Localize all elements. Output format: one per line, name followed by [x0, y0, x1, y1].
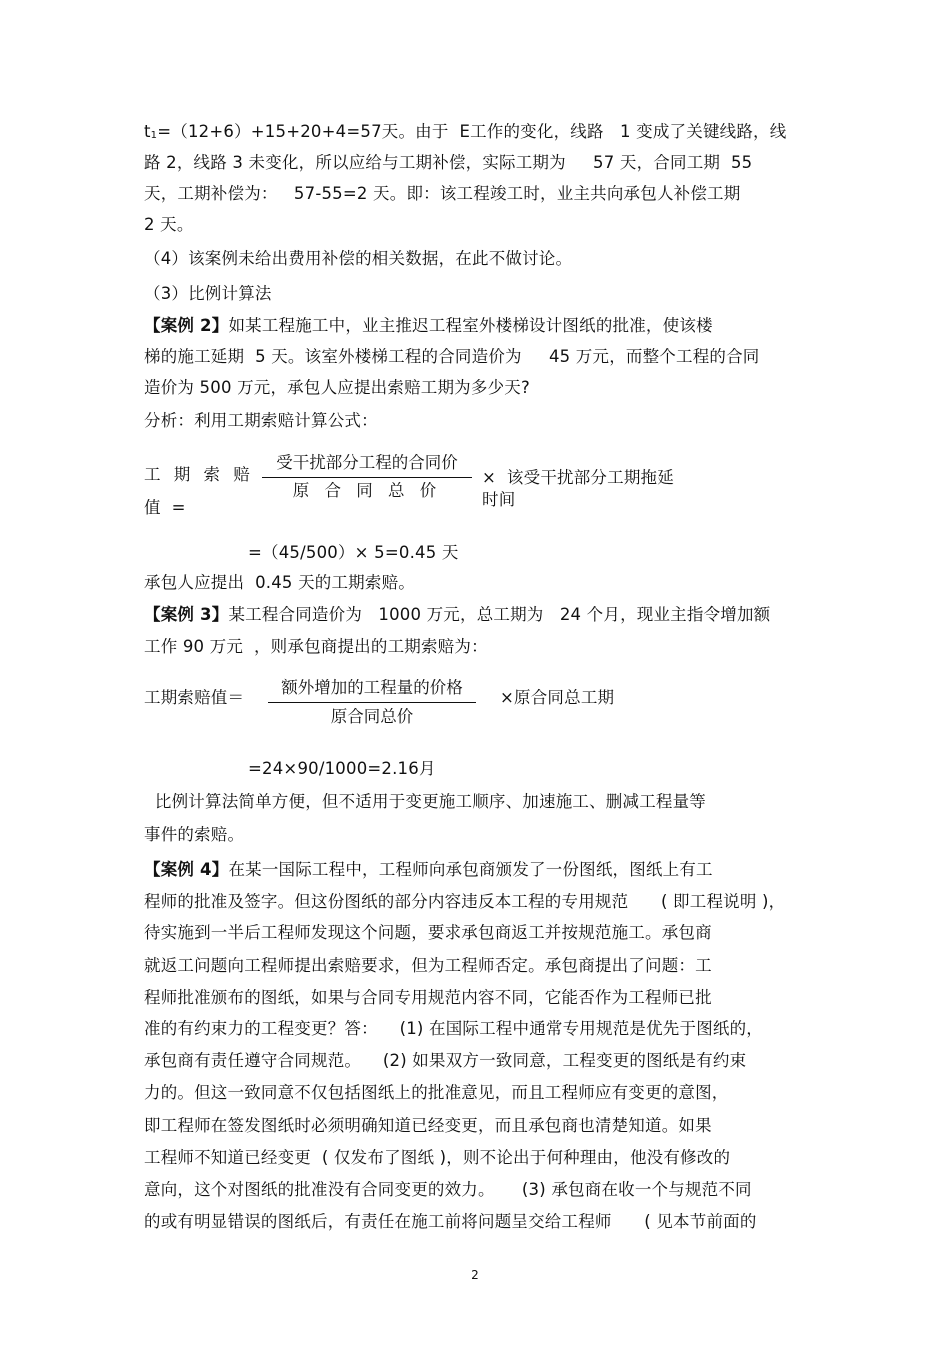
- summary-line: 事件的索赔。: [144, 825, 245, 844]
- formula2-denominator: 原合同总价: [330, 707, 414, 726]
- formula2-numerator: 额外增加的工程量的价格: [281, 678, 463, 697]
- list-item-4: （4）该案例未给出费用补偿的相关数据，在此不做讨论。: [144, 249, 573, 268]
- case4-line: 力的。但这一致同意不仅包括图纸上的批准意见，而且工程师应有变更的意图，: [144, 1083, 729, 1102]
- formula2-multiplier: ×原合同总工期: [500, 688, 615, 707]
- paragraph-line: t1=（12+6）+15+20+4=57天。由于 E工作的变化，线路 1 变成了关键线路，线: [144, 122, 787, 141]
- case4-line: 即工程师在签发图纸时必须明确知道已经变更，而且承包商也清楚知道。如果: [144, 1116, 712, 1135]
- case3-line: 工作 90 万元 ，则承包商提出的工期索赔为：: [144, 637, 488, 656]
- formula2-result: =24×90/1000=2.16月: [248, 759, 436, 778]
- case3-line: 【案例 3】某工程合同造价为 1000 万元，总工期为 24 个月，现业主指令增加额: [144, 605, 771, 624]
- case4-line: 程师批准颁布的图纸，如果与合同专用规范内容不同，它能否作为工程师已批: [144, 988, 712, 1007]
- paragraph-line: 路 2，线路 3 未变化，所以应给与工期补偿，实际工期为 57 天，合同工期 55: [144, 153, 753, 172]
- case3-heading: 【案例 3】: [144, 605, 229, 624]
- case4-heading: 【案例 4】: [144, 860, 229, 879]
- case4-line: 【案例 4】在某一国际工程中，工程师向承包商颁发了一份图纸，图纸上有工: [144, 860, 713, 879]
- formula1-numerator: 受干扰部分工程的合同价: [276, 453, 458, 472]
- case4-line: 工程师不知道已经变更 ( 仅发布了图纸 )，则不论出于何种理由，他没有修改的: [144, 1148, 731, 1167]
- page-number: 2: [471, 1268, 479, 1282]
- paragraph-line: 天，工期补偿为： 57-55=2 天。即：该工程竣工时，业主共向承包人补偿工期: [144, 184, 741, 203]
- case4-line: 准的有约束力的工程变更？答： (1) 在国际工程中通常专用规范是优先于图纸的，: [144, 1019, 763, 1038]
- case2-conclusion: 承包人应提出 0.45 天的工期索赔。: [144, 573, 415, 592]
- formula2-label: 工期索赔值＝: [144, 688, 245, 707]
- formula1-label: 工 期 索 赔: [144, 465, 254, 484]
- analysis-line: 分析：利用工期索赔计算公式：: [144, 411, 378, 430]
- paragraph-line: 2 天。: [144, 215, 194, 234]
- case2-heading: 【案例 2】: [144, 316, 229, 335]
- case4-line: 程师的批准及签字。但这份图纸的部分内容违反本工程的专用规范 ( 即工程说明 )，: [144, 892, 786, 911]
- formula2-fraction-bar: [268, 702, 476, 703]
- formula1-fraction-bar: [262, 477, 472, 478]
- summary-line: 比例计算法简单方便，但不适用于变更施工顺序、加速施工、删减工程量等: [144, 792, 706, 811]
- formula1-result: =（45/500）× 5=0.45 天: [248, 543, 459, 562]
- case4-line: 承包商有责任遵守合同规范。 (2) 如果双方一致同意，工程变更的图纸是有约束: [144, 1051, 747, 1070]
- formula1-multiplier-2: 时间: [482, 490, 516, 509]
- case2-line: 梯的施工延期 5 天。该室外楼梯工程的合同造价为 45 万元，而整个工程的合同: [144, 347, 760, 366]
- case2-line: 【案例 2】如某工程施工中，业主推迟工程室外楼梯设计图纸的批准，使该楼: [144, 316, 713, 335]
- case2-line: 造价为 500 万元，承包人应提出索赔工期为多少天?: [144, 378, 530, 397]
- list-item-3-heading: （3）比例计算法: [144, 284, 272, 303]
- case4-line: 意向，这个对图纸的批准没有合同变更的效力。 (3) 承包商在收一个与规范不同: [144, 1180, 752, 1199]
- formula1-denominator: 原 合 同 总 价: [292, 481, 442, 500]
- formula1-multiplier: × 该受干扰部分工期拖延: [482, 468, 674, 487]
- case4-line: 的或有明显错误的图纸后，有责任在施工前将问题呈交给工程师 ( 见本节前面的: [144, 1212, 757, 1231]
- formula1-label-2: 值 =: [144, 498, 186, 517]
- case4-line: 就返工问题向工程师提出索赔要求，但为工程师否定。承包商提出了问题：工: [144, 956, 712, 975]
- case4-line: 待实施到一半后工程师发现这个问题，要求承包商返工并按规范施工。承包商: [144, 923, 712, 942]
